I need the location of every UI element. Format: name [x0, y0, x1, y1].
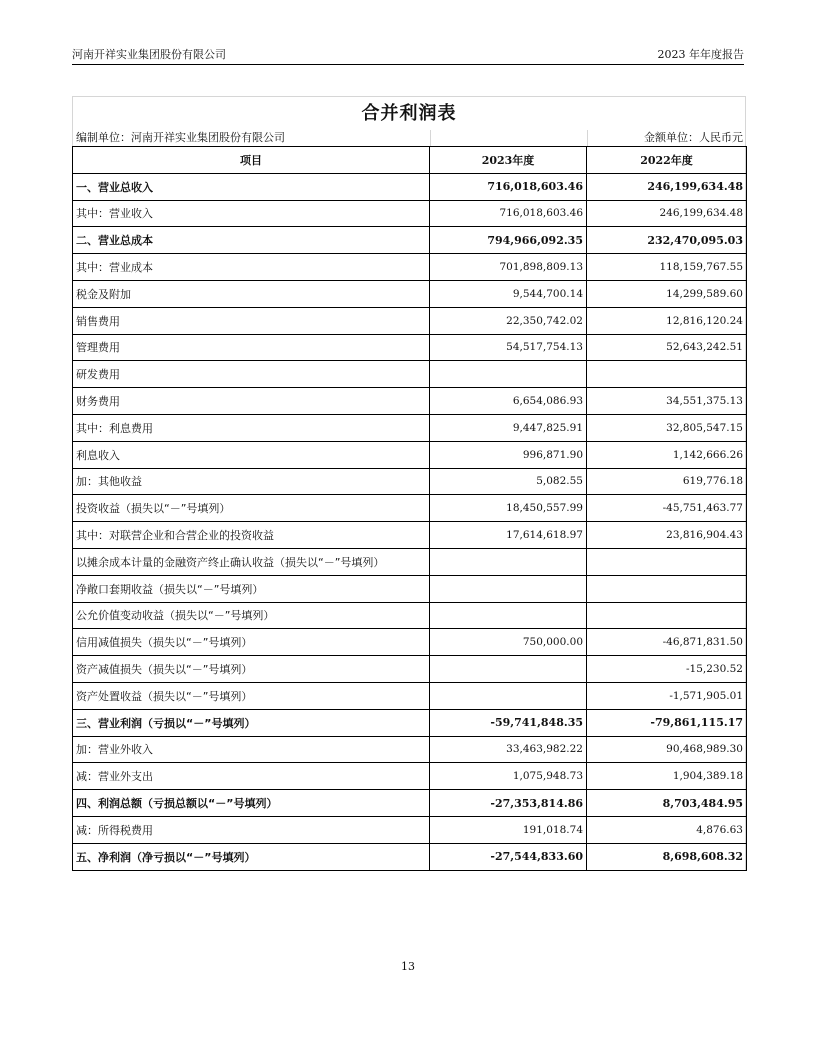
- row-label: 五、净利润（净亏损以“－”号填列）: [73, 843, 430, 870]
- value-2023: 18,450,557.99: [430, 495, 587, 522]
- value-2022: 619,776.18: [587, 468, 747, 495]
- table-row: [73, 709, 747, 736]
- value-2023: 716,018,603.46: [430, 200, 587, 227]
- prepared-by: 编制单位：河南开祥实业集团股份有限公司: [76, 131, 285, 144]
- row-label: 信用减值损失（损失以“－”号填列）: [73, 629, 430, 656]
- statement-rows: [73, 173, 747, 870]
- row-label: 以摊余成本计量的金融资产终止确认收益（损失以“－”号填列）: [73, 548, 430, 575]
- value-2022: 34,551,375.13: [587, 388, 747, 415]
- table-row: [73, 200, 747, 227]
- value-2022: 118,159,767.55: [587, 254, 747, 281]
- value-2023: 33,463,982.22: [430, 736, 587, 763]
- value-2022: -46,871,831.50: [587, 629, 747, 656]
- table-row: [73, 843, 747, 870]
- table-header-row: [73, 147, 747, 174]
- value-2023: 54,517,754.13: [430, 334, 587, 361]
- table-row: [73, 414, 747, 441]
- row-label: 加：营业外收入: [73, 736, 430, 763]
- table-row: [73, 522, 747, 549]
- row-label: 公允价值变动收益（损失以“－”号填列）: [73, 602, 430, 629]
- row-label: 研发费用: [73, 361, 430, 388]
- row-label: 投资收益（损失以“－”号填列）: [73, 495, 430, 522]
- row-label: 净敞口套期收益（损失以“－”号填列）: [73, 575, 430, 602]
- value-2023: 191,018.74: [430, 816, 587, 843]
- table-row: [73, 441, 747, 468]
- value-2022: 52,643,242.51: [587, 334, 747, 361]
- table-row: [73, 280, 747, 307]
- table-row: [73, 763, 747, 790]
- value-2022: [587, 361, 747, 388]
- table-row: [73, 388, 747, 415]
- table-row: [73, 682, 747, 709]
- table-row: [73, 227, 747, 254]
- row-label: 其中：营业成本: [73, 254, 430, 281]
- value-2022: 90,468,989.30: [587, 736, 747, 763]
- row-label: 一、营业总收入: [73, 173, 430, 200]
- column-header-item: 项目: [73, 147, 430, 174]
- value-2023: 794,966,092.35: [430, 227, 587, 254]
- table-row: [73, 656, 747, 683]
- table-row: [73, 173, 747, 200]
- value-2023: [430, 548, 587, 575]
- value-2023: 750,000.00: [430, 629, 587, 656]
- table-row: [73, 495, 747, 522]
- value-2023: 996,871.90: [430, 441, 587, 468]
- meta-divider: [587, 130, 588, 146]
- value-2023: 9,447,825.91: [430, 414, 587, 441]
- row-label: 加：其他收益: [73, 468, 430, 495]
- column-header-2022: 2022年度: [587, 147, 747, 174]
- value-2023: 22,350,742.02: [430, 307, 587, 334]
- table-row: [73, 736, 747, 763]
- row-label: 财务费用: [73, 388, 430, 415]
- table-row: [73, 790, 747, 817]
- value-2022: -15,230.52: [587, 656, 747, 683]
- value-2022: 232,470,095.03: [587, 227, 747, 254]
- value-2022: 23,816,904.43: [587, 522, 747, 549]
- header-report: 2023 年年度报告: [657, 48, 744, 61]
- statement-meta: [73, 130, 745, 146]
- value-2023: [430, 575, 587, 602]
- value-2023: -27,544,833.60: [430, 843, 587, 870]
- row-label: 其中：营业收入: [73, 200, 430, 227]
- value-2022: 1,904,389.18: [587, 763, 747, 790]
- value-2022: 12,816,120.24: [587, 307, 747, 334]
- value-2022: 1,142,666.26: [587, 441, 747, 468]
- row-label: 减：营业外支出: [73, 763, 430, 790]
- row-label: 管理费用: [73, 334, 430, 361]
- page-number: 13: [401, 960, 415, 973]
- table-row: [73, 307, 747, 334]
- statement-title: 合并利润表: [361, 103, 457, 124]
- statement-table: [72, 146, 747, 871]
- value-2023: [430, 656, 587, 683]
- value-2023: 6,654,086.93: [430, 388, 587, 415]
- value-2022: 4,876.63: [587, 816, 747, 843]
- row-label: 税金及附加: [73, 280, 430, 307]
- row-label: 二、营业总成本: [73, 227, 430, 254]
- value-2023: -59,741,848.35: [430, 709, 587, 736]
- value-2023: 1,075,948.73: [430, 763, 587, 790]
- value-2023: 17,614,618.97: [430, 522, 587, 549]
- row-label: 四、利润总额（亏损总额以“－”号填列）: [73, 790, 430, 817]
- row-label: 其中：对联营企业和合营企业的投资收益: [73, 522, 430, 549]
- meta-divider: [430, 130, 431, 146]
- header-company: 河南开祥实业集团股份有限公司: [72, 48, 226, 61]
- value-2022: 32,805,547.15: [587, 414, 747, 441]
- value-2023: 716,018,603.46: [430, 173, 587, 200]
- value-2023: [430, 602, 587, 629]
- value-2022: [587, 575, 747, 602]
- value-2023: [430, 682, 587, 709]
- value-2022: 246,199,634.48: [587, 200, 747, 227]
- value-2023: 701,898,809.13: [430, 254, 587, 281]
- page-header: [72, 46, 744, 65]
- value-2022: 14,299,589.60: [587, 280, 747, 307]
- table-row: [73, 548, 747, 575]
- value-2023: 5,082.55: [430, 468, 587, 495]
- value-2022: [587, 602, 747, 629]
- column-header-2023: 2023年度: [430, 147, 587, 174]
- row-label: 其中：利息费用: [73, 414, 430, 441]
- value-2022: [587, 548, 747, 575]
- value-2023: -27,353,814.86: [430, 790, 587, 817]
- value-2022: 8,698,608.32: [587, 843, 747, 870]
- table-row: [73, 629, 747, 656]
- value-2023: 9,544,700.14: [430, 280, 587, 307]
- value-2022: 246,199,634.48: [587, 173, 747, 200]
- table-row: [73, 816, 747, 843]
- row-label: 资产减值损失（损失以“－”号填列）: [73, 656, 430, 683]
- table-row: [73, 575, 747, 602]
- value-2022: -45,751,463.77: [587, 495, 747, 522]
- value-2022: -1,571,905.01: [587, 682, 747, 709]
- table-row: [73, 334, 747, 361]
- table-row: [73, 468, 747, 495]
- currency-unit: 金额单位：人民币元: [644, 131, 743, 144]
- value-2022: 8,703,484.95: [587, 790, 747, 817]
- row-label: 资产处置收益（损失以“－”号填列）: [73, 682, 430, 709]
- table-row: [73, 254, 747, 281]
- row-label: 三、营业利润（亏损以“－”号填列）: [73, 709, 430, 736]
- value-2023: [430, 361, 587, 388]
- value-2022: -79,861,115.17: [587, 709, 747, 736]
- row-label: 销售费用: [73, 307, 430, 334]
- table-row: [73, 361, 747, 388]
- income-statement: [72, 96, 746, 871]
- row-label: 减：所得税费用: [73, 816, 430, 843]
- table-row: [73, 602, 747, 629]
- row-label: 利息收入: [73, 441, 430, 468]
